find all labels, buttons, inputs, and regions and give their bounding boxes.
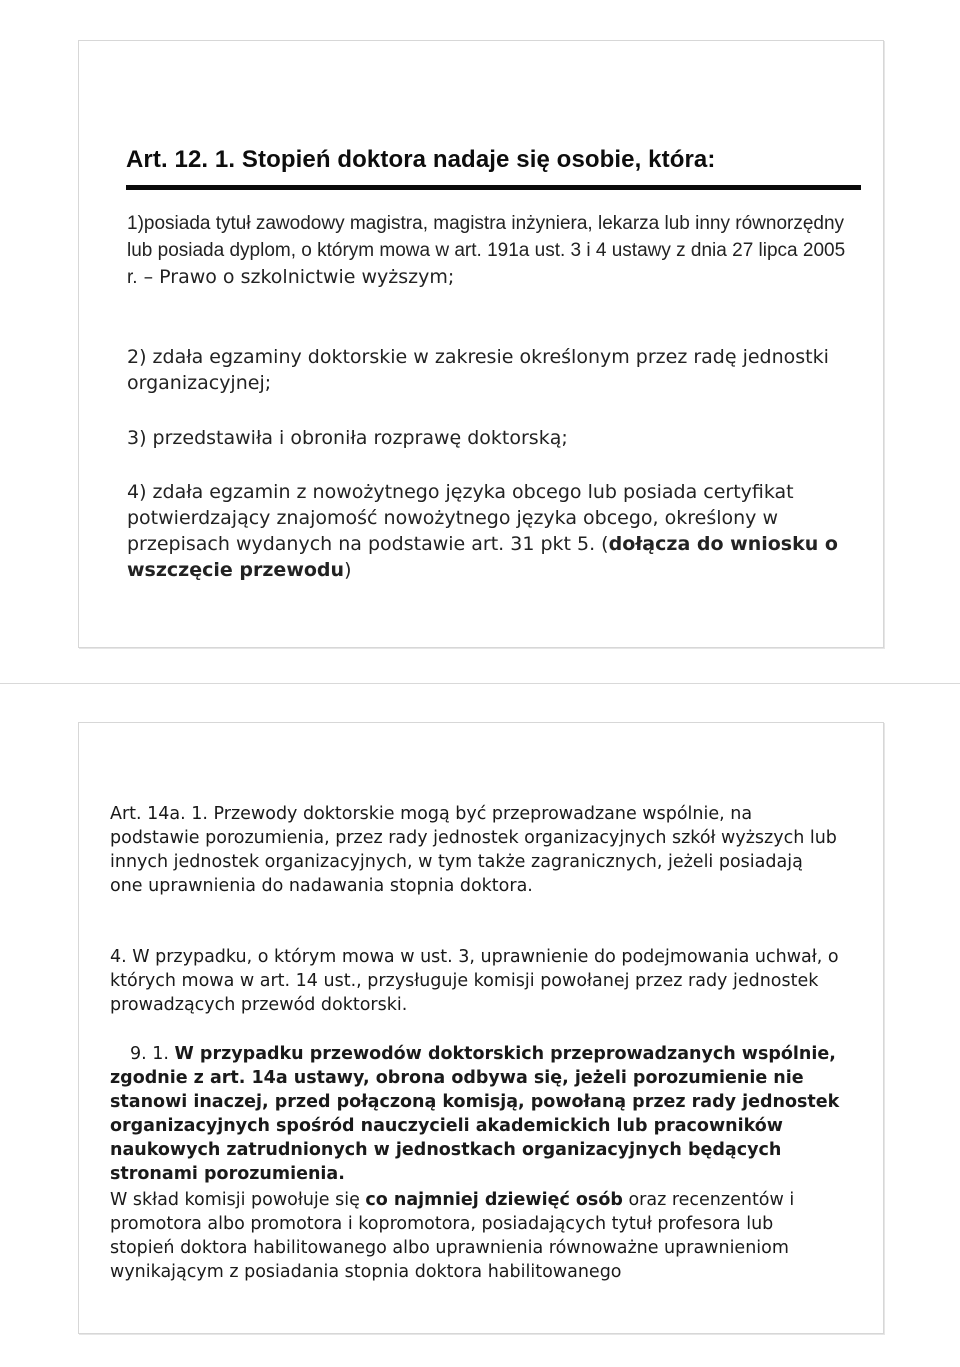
title-underline xyxy=(126,185,861,190)
paragraph-komisja xyxy=(110,1188,840,1284)
item-1-tail: – Prawo o szkolnictwie wyższym; xyxy=(137,266,455,288)
paragraph-ust9 xyxy=(110,1042,840,1186)
item-4-bold: dołącza do wniosku o wszczęcie przewodu xyxy=(127,533,838,581)
item-4-end: ) xyxy=(344,559,352,581)
ust9-number: 9. 1. xyxy=(130,1044,175,1064)
page-separator xyxy=(0,683,960,684)
komisja-text-a: W skład komisji powołuje się xyxy=(110,1190,366,1210)
item-1-text: 1)posiada tytuł zawodowy magistra, magistra inżyniera, lekarza lub inny równorzędny lub posiada dyplom, o którym mowa w art. 191a ust. 3 i 4 ustawy z dnia 27 lipca 2005 r. xyxy=(127,213,846,288)
item-2: 2) zdała egzaminy doktorskie w zakresie określonym przez radę jednostki organizacyjnej; xyxy=(127,346,829,394)
ust9-bold-text: W przypadku przewodów doktorskich przeprowadzanych wspólnie, zgodnie z art. 14a ustawy, obrona odbywa się, jeżeli porozumienie nie stanowi inaczej, przed połączoną komisją, powołaną przez rady jednostek organizacyjnych spośród nauczycieli akademickich lub pracowników naukowych zatrudnionych w jednostkach organizacyjnych będących stronami porozumienia. xyxy=(110,1044,840,1184)
item-1 xyxy=(127,210,847,291)
paragraph-ust4: 4. W przypadku, o którym mowa w ust. 3, uprawnienie do podejmowania uchwał, o których mowa w art. 14 ust., przysługuje komisji powołanej przez rady jednostek prowadzących przewód doktorski. xyxy=(110,947,839,1015)
komisja-text-b: oraz recenzentów i promotora albo promotora i kopromotora, posiadających tytuł profesora lub stopień doktora habilitowanego albo uprawnienia równoważne uprawnieniom wynikającym z posiadania stopnia doktora habilitowanego xyxy=(110,1190,795,1282)
item-4 xyxy=(127,479,847,583)
komisja-bold: co najmniej dziewięć osób xyxy=(365,1190,623,1210)
slide-title: Art. 12. 1. Stopień doktora nadaje się osobie, która: xyxy=(126,146,716,173)
item-4-text: 4) zdała egzamin z nowożytnego języka obcego lub posiada certyfikat potwierdzający znajomość nowożytnego języka obcego, określony w przepisach wydanych na podstawie art. 31 pkt 5. ( xyxy=(127,481,794,555)
paragraph-art14a: Art. 14a. 1. Przewody doktorskie mogą być przeprowadzane wspólnie, na podstawie porozumienia, przez rady jednostek organizacyjnych szkół wyższych lub innych jednostek organizacyjnych, w tym także zagranicznych, jeżeli posiadają one uprawnienia do nadawania stopnia doktora. xyxy=(110,804,837,896)
item-3: 3) przedstawiła i obroniła rozprawę doktorską; xyxy=(127,427,568,449)
